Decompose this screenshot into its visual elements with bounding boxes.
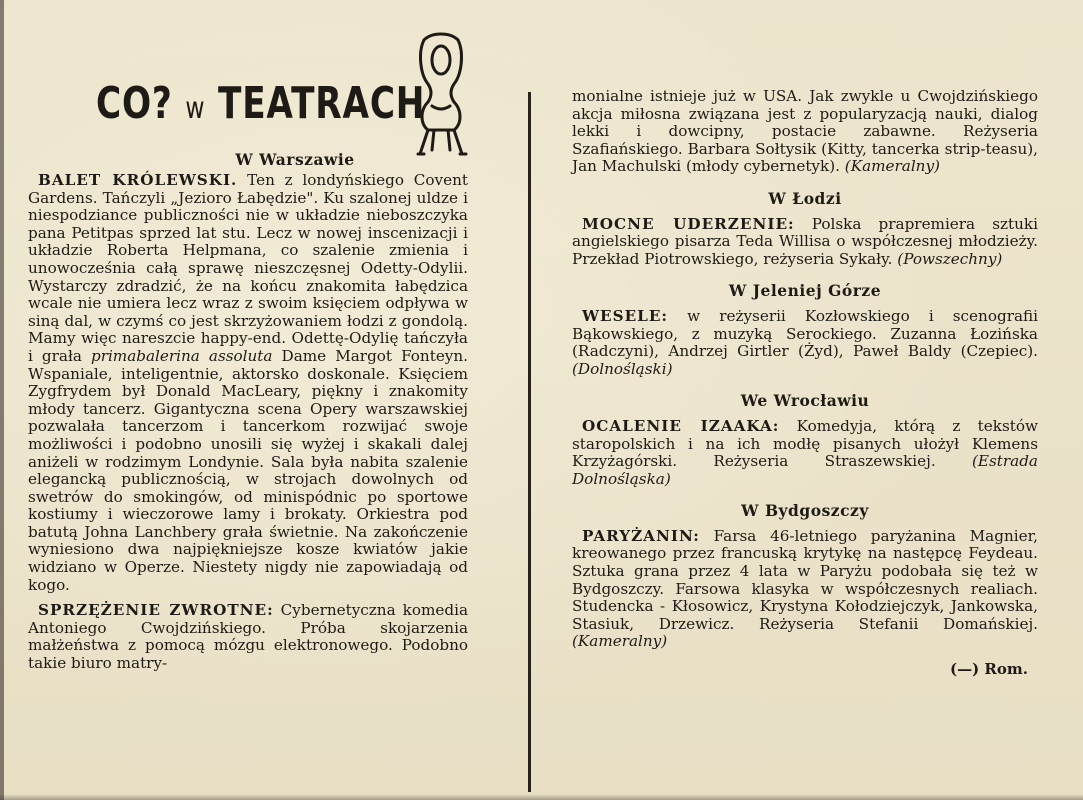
review-venue: (Kameralny) xyxy=(844,157,940,176)
review-head: SPRZĘŻENIE ZWROTNE: xyxy=(38,601,274,620)
page-edge xyxy=(0,0,4,800)
review-venue: (Estrada Dolnośląska) xyxy=(572,452,1038,488)
review-wesele xyxy=(572,308,1038,378)
review-body: Cybernetyczna komedia Antoniego Cwojdzińskiego. Próba skojarzenia małżeństwa z pomocą mózgu elektronowego. Podobno takie biuro matry- xyxy=(28,601,468,673)
author-signature: (—) Rom. xyxy=(950,660,1028,679)
review-emphasis: primabalerina assoluta xyxy=(90,346,273,365)
review-body: monialne istnieje już w USA. Jak zwykle u Cwojdzińskiego akcja miłosna związana jest z popularyzacją nauki, dialog lekki i dowcipny, postacie zabawne. Reżyseria Szafiańskiego. Barbara Sołtysik (Kitty, tancerka strip-teasu), Jan Machulski (młody cybernetyk). xyxy=(572,87,1038,176)
title-small: w xyxy=(185,91,206,126)
chair-illustration xyxy=(410,30,472,162)
right-column xyxy=(572,88,1038,679)
title-rest: TEATRACH xyxy=(218,78,426,129)
column-divider xyxy=(528,92,531,792)
city-heading-bydgoszcz: W Bydgoszczy xyxy=(741,501,869,521)
review-head: OCALENIE IZAAKA: xyxy=(582,416,780,435)
review-paryzanin xyxy=(572,528,1038,651)
review-body: Farsa 46-letniego paryżanina Magnier, kreowanego przez francuską krytykę na następcę Feydeau. Sztuka grana przez 4 lata w Paryżu podobała się też w Bydgoszczy. Farsowa klasyka w współczesnych realiach. Studencka - Kłosowicz, Krystyna Kołodziejczyk, Jankowska, Stasiuk, Drzewicz. Reżyseria Stefanii Domańskiej. xyxy=(572,526,1038,633)
review-venue: (Dolnośląski) xyxy=(572,359,673,378)
review-ocalenie-izaaka xyxy=(572,418,1038,488)
review-body: w reżyserii Kozłowskiego i scenografii Bąkowskiego, z muzyką Serockiego. Zuzanna Łozińska (Radczyni), Andrzej Girtler (Żyd), Paweł Baldy (Czepiec). xyxy=(572,306,1038,361)
city-heading-wroclaw: We Wrocławiu xyxy=(740,391,870,411)
review-sprzezenie xyxy=(28,602,468,672)
city-heading-jelenia-gora: W Jeleniej Górze xyxy=(728,281,882,301)
title-main: CO? xyxy=(96,78,173,129)
left-column xyxy=(28,172,468,673)
city-heading-warszawa: W Warszawie xyxy=(235,150,355,169)
review-head: WESELE: xyxy=(582,306,669,325)
review-head: MOCNE UDERZENIE: xyxy=(582,214,795,233)
page-title xyxy=(96,80,425,133)
review-body: Komedyja, którą z tekstów staropolskich i na ich modłę pisanych ułożył Klemens Krzyżagórski. Reżyseria Straszewskiej. xyxy=(572,416,1038,471)
city-heading-lodz: W Łodzi xyxy=(768,188,842,208)
review-balet xyxy=(28,172,468,594)
page-bottom-edge xyxy=(0,794,1083,800)
review-body: Ten z londyńskiego Covent Gardens. Tańczyli „Jezioro Łabędzie". Ku szalonej uldze i niespodziance publiczności nie w układzie nieboszczyka pana Petitpas sprzed lat stu. Lecz w nowej inscenizacji i układzie Roberta Helpmana, co szalenie zmienia i unowocześnia całą sprawę nieszczęsnej Odetty-Odylii. Wystarczy zdradzić, że na końcu znakomita łabędzica wcale nie umiera lecz wraz z swoim księciem odpływa w siną dal, w czymś co jest skrzyżowaniem łodzi z gondolą. Mamy więc nareszcie happy-end. Odettę-Odylię tańczyła i grała xyxy=(28,171,468,365)
review-body: Dame Margot Fonteyn. Wspaniale, inteligentnie, aktorsko doskonale. Księciem Zygfrydem był Donald MacLeary, piękny i znakomity młody tancerz. Gigantyczna scena Opery warszawskiej pozwalała tancerzom i tancerkom rozwijać swoje możliwości i podobno unosili się wyżej i skakali dalej aniżeli w rodzimym Londynie. Sala była nabita szalenie elegancką publicznością, w strojach dowolnych od swetrów do smokingów, od minispódnic po sportowe kostiumy i wieczorowe lamy i brokaty. Orkiestra pod batutą Johna Lanchbery grała świetnie. Na zakończenie wyniesiono dwa najpiękniejsze kosze kwiatów jakie widziano w Operze. Niestety nigdy nie zapowiadają od kogo. xyxy=(28,346,468,594)
review-venue: (Kameralny) xyxy=(572,632,668,651)
review-head: PARYŻANIN: xyxy=(582,526,700,545)
review-venue: (Powszechny) xyxy=(897,249,1003,268)
review-body: Polska prapremiera sztuki angielskiego pisarza Teda Willisa o współczesnej młodzieży. Przekład Piotrowskiego, reżyseria Sykały. xyxy=(572,214,1038,268)
review-mocne-uderzenie xyxy=(572,216,1038,269)
review-head: BALET KRÓLEWSKI. xyxy=(38,171,238,189)
review-sprzezenie-continued xyxy=(572,88,1038,176)
